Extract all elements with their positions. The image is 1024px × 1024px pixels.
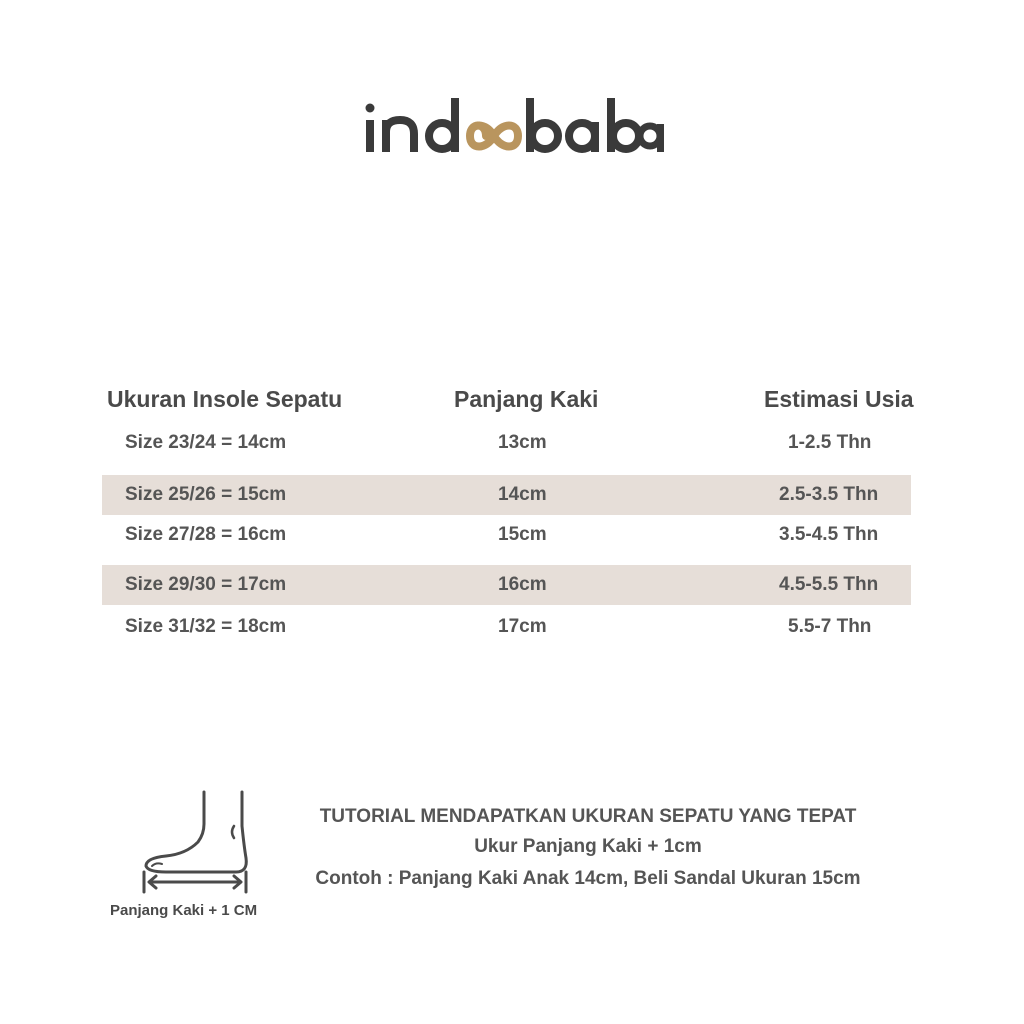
age-cell: 5.5-7 Thn	[788, 616, 872, 637]
age-cell: 1-2.5 Thn	[788, 432, 872, 453]
table-row	[102, 565, 911, 605]
tutorial-example: Contoh : Panjang Kaki Anak 14cm, Beli Sandal Ukuran 15cm	[315, 868, 861, 889]
header-foot-length: Panjang Kaki	[454, 386, 599, 412]
foot-length-cell: 17cm	[498, 616, 547, 637]
tutorial-instruction: Ukur Panjang Kaki + 1cm	[474, 836, 702, 857]
insole-size-cell: Size 23/24 = 14cm	[125, 432, 287, 453]
tutorial-block	[280, 803, 896, 895]
insole-size-cell: Size 27/28 = 16cm	[125, 524, 287, 545]
age-cell: 2.5-3.5 Thn	[779, 484, 879, 505]
table-row	[102, 607, 911, 647]
foot-length-cell: 13cm	[498, 432, 547, 453]
insole-size-cell: Size 25/26 = 15cm	[125, 484, 287, 505]
table-row	[102, 515, 911, 555]
header-insole-size: Ukuran Insole Sepatu	[107, 386, 343, 412]
insole-size-cell: Size 29/30 = 17cm	[125, 574, 287, 595]
foot-length-cell: 15cm	[498, 524, 547, 545]
indobaba-logo	[360, 92, 664, 166]
brand-logo	[360, 92, 664, 166]
table-row	[102, 423, 911, 463]
foot-measure-icon	[136, 786, 256, 896]
foot-measure-caption: Panjang Kaki + 1 CM	[110, 902, 258, 919]
table-row	[102, 475, 911, 515]
foot-length-cell: 16cm	[498, 574, 547, 595]
foot-length-cell: 14cm	[498, 484, 547, 505]
age-cell: 4.5-5.5 Thn	[779, 574, 879, 595]
tutorial-title: TUTORIAL MENDAPATKAN UKURAN SEPATU YANG TEPAT	[319, 806, 857, 827]
header-age-estimate: Estimasi Usia	[764, 386, 914, 412]
insole-size-cell: Size 31/32 = 18cm	[125, 616, 287, 637]
age-cell: 3.5-4.5 Thn	[779, 524, 879, 545]
